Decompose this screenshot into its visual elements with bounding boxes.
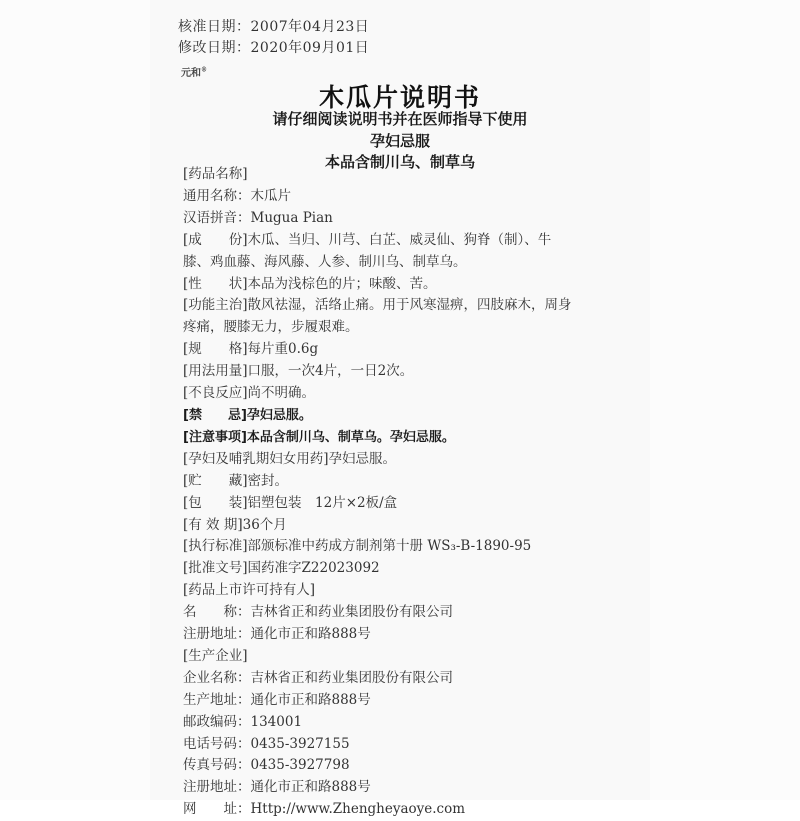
leaflet-line: [功能主治]散风祛湿，活络止痛。用于风寒湿痹，四肢麻木，周身 [183, 297, 572, 314]
brand-logo [181, 64, 207, 79]
leaflet-line: 注册地址：通化市正和路888号 [183, 779, 371, 796]
leaflet-line: [孕妇及哺乳期妇女用药]孕妇忌服。 [183, 450, 397, 467]
leaflet-line: [包 装]铝塑包装 12片×2板/盒 [183, 494, 398, 511]
leaflet-line: [执行标准]部颁标准中药成方制剂第十册 WS₃-B-1890-95 [183, 538, 532, 555]
leaflet-line: [性 状]本品为浅棕色的片；味酸、苦。 [183, 275, 437, 292]
leaflet-line: 生产地址：通化市正和路888号 [183, 691, 371, 708]
leaflet-line: 膝、鸡血藤、海风藤、人参、制川乌、制草乌。 [183, 253, 467, 270]
leaflet-line: [药品上市许可持有人] [183, 582, 316, 599]
leaflet-line: [不良反应]尚不明确。 [183, 385, 316, 402]
revise-date: 修改日期：2020年09月01日 [178, 40, 370, 56]
leaflet-line: 电话号码：0435-3927155 [183, 735, 350, 752]
leaflet-line: 注册地址：通化市正和路888号 [183, 626, 371, 643]
leaflet-line: [用法用量]口服，一次4片，一日2次。 [183, 363, 414, 380]
subtitle-ingredients: 本品含制川乌、制草乌 [324, 153, 475, 171]
subtitle-instruction: 请仔细阅读说明书并在医师指导下使用 [272, 110, 528, 128]
brand-logo-text: 元和 [181, 68, 201, 79]
leaflet-line: 网 址：Http://www.Zhengheyaoye.com [183, 801, 466, 818]
leaflet-line: [有 效 期]36个月 [183, 516, 287, 533]
leaflet-body [183, 164, 623, 821]
leaflet-line: [规 格]每片重0.6g [183, 341, 319, 358]
subtitle-warning: 孕妇忌服 [369, 132, 430, 150]
leaflet-line: 邮政编码：134001 [183, 713, 303, 730]
leaflet-line: [贮 藏]密封。 [183, 472, 289, 489]
registered-mark: ® [201, 66, 207, 74]
leaflet-line: [生产企业] [183, 647, 248, 664]
leaflet-line: [批准文号]国药准字Z22023092 [183, 560, 380, 577]
leaflet-line: 企业名称：吉林省正和药业集团股份有限公司 [183, 669, 453, 686]
approve-date: 核准日期：2007年04月23日 [178, 19, 370, 35]
leaflet-line: [成 份]木瓜、当归、川芎、白芷、威灵仙、狗脊（制）、牛 [183, 231, 552, 248]
leaflet-line: 汉语拼音：Mugua Pian [183, 209, 333, 226]
leaflet-line: [药品名称] [183, 166, 248, 182]
leaflet-line: 名 称：吉林省正和药业集团股份有限公司 [183, 604, 453, 621]
document-title: 木瓜片说明书 [318, 83, 481, 112]
leaflet-line: [禁 忌]孕妇忌服。 [183, 407, 312, 423]
leaflet-line: 传真号码：0435-3927798 [183, 757, 350, 774]
leaflet-line: [注意事项]本品含制川乌、制草乌。孕妇忌服。 [183, 429, 455, 445]
leaflet-line: 通用名称：木瓜片 [183, 187, 291, 204]
leaflet-line: 疼痛，腰膝无力，步履艰难。 [183, 319, 359, 336]
